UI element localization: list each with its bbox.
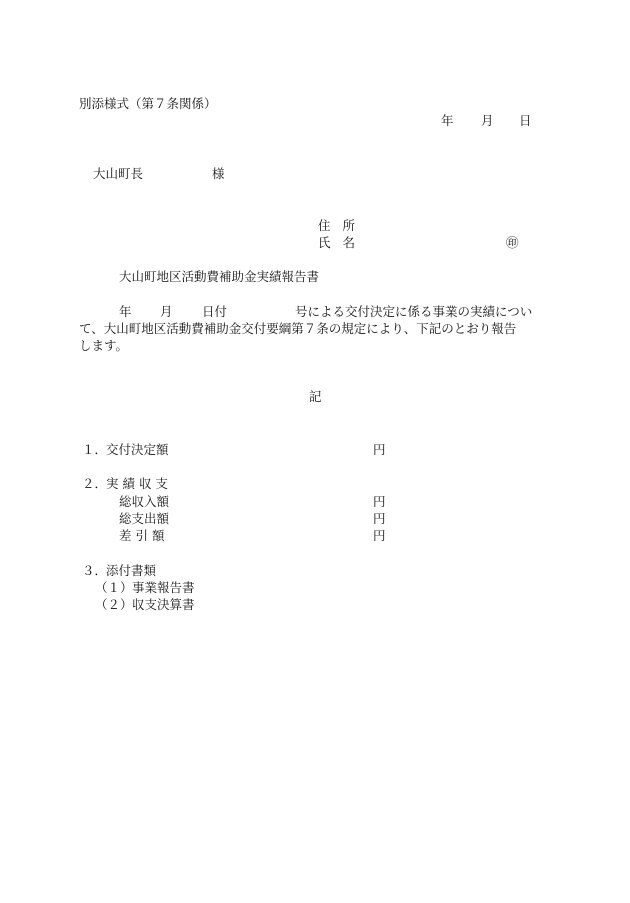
item-2-row-label: 差 引 額 (119, 528, 165, 543)
attachment-label: 事業報告書 (132, 580, 195, 595)
address-label: 住 所 (318, 218, 359, 233)
body-month-label: 月 (160, 304, 173, 319)
item-2-row-unit: 円 (373, 494, 386, 509)
ki-heading: 記 (309, 389, 322, 404)
date-month-label: 月 (481, 113, 494, 128)
document-title: 大山町地区活動費補助金実績報告書 (119, 269, 320, 284)
body-year-label: 年 (119, 304, 132, 319)
addressee-honorific: 様 (212, 166, 225, 181)
item-2-row-label: 総収入額 (119, 494, 170, 509)
item-1-label: 交付決定額 (106, 442, 169, 457)
item-2-number: ２． (82, 476, 108, 491)
date-day-label: 日 (519, 113, 532, 128)
addressee-name: 大山町長 (93, 166, 144, 181)
name-label: 氏 名 (318, 235, 359, 250)
item-3-number: ３． (82, 563, 108, 578)
attachment-number: （１） (95, 580, 133, 595)
item-2-row-unit: 円 (373, 528, 386, 543)
form-label: 別添様式（第７条関係） (79, 96, 217, 111)
attachment-number: （２） (95, 597, 133, 612)
item-1-number: １． (82, 442, 108, 457)
body-text-line2: て、大山町地区活動費補助金交付要綱第７条の規定により、下記のとおり報告 (79, 321, 517, 336)
item-1-unit: 円 (373, 442, 386, 457)
body-day-label: 日付 (202, 304, 228, 319)
body-text-line3: します。 (79, 338, 129, 353)
date-year-label: 年 (441, 113, 454, 128)
seal-mark: ㊞ (506, 235, 519, 250)
item-3-label: 添付書類 (106, 563, 157, 578)
item-2-label: 実 績 収 支 (106, 476, 168, 491)
item-2-row-label: 総支出額 (119, 511, 170, 526)
body-text-line1: 号による交付決定に係る事業の実績につい (295, 304, 533, 319)
item-2-row-unit: 円 (373, 511, 386, 526)
attachment-label: 収支決算書 (132, 597, 195, 612)
